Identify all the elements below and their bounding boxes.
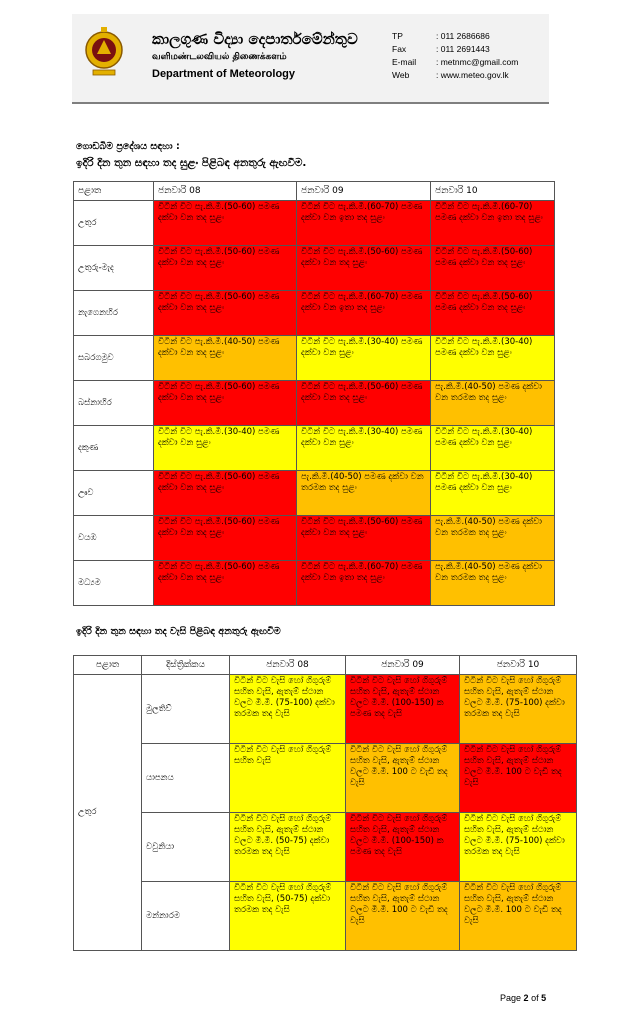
forecast-cell: විටින් විට පැ.කි.මී.(50-60) පමණ දක්වා වන තද සුළං bbox=[154, 246, 297, 291]
forecast-cell: විටින් විට පැ.කි.මී.(30-40) පමණ දක්වා වන සුළං bbox=[297, 336, 431, 381]
letterhead bbox=[72, 14, 549, 104]
forecast-cell: විටින් විට වැසි හෝ ගිගුරුම් සහිත වැසි, ඇතැම් ස්ථාන වලට මි.මී. 100 ට වැඩි තද වැසි bbox=[346, 744, 460, 813]
forecast-cell: විටින් විට පැ.කි.මී.(50-60) පමණ දක්වා වන තද සුළං bbox=[154, 516, 297, 561]
forecast-cell: විටින් විට පැ.කි.මී.(40-50) පමණ දක්වා වන තද සුළං bbox=[154, 336, 297, 381]
forecast-cell: විටින් විට වැසි හෝ ගිගුරුම් සහිත වැසි, ඇතැම් ස්ථාන වලට මි.මී. 100 ට වැඩි තද වැසි bbox=[460, 882, 577, 951]
district-cell: යාපනය bbox=[142, 744, 230, 813]
forecast-cell: විටින් විට වැසි හෝ ගිගුරුම් සහිත වැසි, ඇතැම් ස්ථාන වලට මි.මී. (75-100) දක්වා තරමක තද වැසි bbox=[460, 813, 577, 882]
contact-row bbox=[392, 30, 518, 43]
column-header: ජනවාරි 09 bbox=[346, 656, 460, 675]
section2-title: ඉදිරි දින තුන සඳහා තද වැසි පිළිබඳ අනතුරු ඇඟවීම bbox=[76, 626, 281, 637]
forecast-cell: විටින් විට පැ.කි.මී.(60-70) පමණ දක්වා වන ඉතා තද සුළං bbox=[297, 561, 431, 606]
contact-row bbox=[392, 56, 518, 69]
page-number bbox=[500, 993, 546, 1003]
department-name-tamil: வளிமண்டலவியல் திணைக்களம் bbox=[152, 52, 287, 62]
forecast-cell: විටින් විට පැ.කි.මී.(30-40) පමණ දක්වා වන සුළං bbox=[154, 426, 297, 471]
forecast-cell: විටින් විට පැ.කි.මී.(50-60) පමණ දක්වා වන තද සුළං bbox=[154, 561, 297, 606]
province-cell: දකුණ bbox=[74, 426, 154, 471]
forecast-cell: පැ.කි.මී.(40-50) පමණ දක්වා වන තරමක තද සුළං bbox=[431, 516, 555, 561]
forecast-cell: විටින් විට පැ.කි.මී.(30-40) පමණ දක්වා වන සුළං bbox=[431, 336, 555, 381]
department-name-english: Department of Meteorology bbox=[152, 68, 296, 80]
forecast-cell: විටින් විට වැසි හෝ ගිගුරුම් සහිත වැසි, ඇතැම් ස්ථාන වලට මි.මී. (100-150) ක පමණ තද වැසි bbox=[346, 675, 460, 744]
forecast-cell: විටින් විට පැ.කි.මී.(50-60) පමණ දක්වා වන තද සුළං bbox=[154, 381, 297, 426]
province-cell: වයඹ bbox=[74, 516, 154, 561]
contact-row bbox=[392, 69, 518, 82]
province-cell: මධ්‍යම bbox=[74, 561, 154, 606]
contact-row bbox=[392, 43, 518, 56]
table-row bbox=[74, 561, 555, 606]
province-cell: සබරගමුව bbox=[74, 336, 154, 381]
section1-subtitle: ගොඩබිම ප්‍රදේශය සඳහා : bbox=[76, 141, 180, 152]
table-row bbox=[74, 744, 577, 813]
contact-value[interactable]: : www.meteo.gov.lk bbox=[436, 70, 509, 80]
table-header-row bbox=[74, 182, 555, 201]
contact-label: E-mail bbox=[392, 57, 417, 67]
forecast-cell: විටින් විට පැ.කි.මී.(30-40) පමණ දක්වා වන සුළං bbox=[431, 471, 555, 516]
forecast-cell: පැ.කි.මී.(40-50) පමණ දක්වා වන තරමක තද සුළං bbox=[297, 471, 431, 516]
forecast-cell: විටින් විට පැ.කි.මී.(50-60) පමණ දක්වා වන තද සුළං bbox=[297, 246, 431, 291]
province-cell: බස්නාහිර bbox=[74, 381, 154, 426]
table-row bbox=[74, 336, 555, 381]
column-header: දිස්ත්‍රික්කය bbox=[142, 656, 230, 675]
contact-value[interactable]: : metnmc@gmail.com bbox=[436, 57, 519, 67]
column-header: ජනවාරි 09 bbox=[297, 182, 431, 201]
province-cell: උතුර bbox=[74, 675, 142, 951]
district-cell: මුලතිව් bbox=[142, 675, 230, 744]
sri-lanka-emblem-icon bbox=[84, 26, 124, 84]
forecast-cell: විටින් විට පැ.කි.මී.(50-60) පමණ දක්වා වන තද සුළං bbox=[297, 516, 431, 561]
contact-label: Fax bbox=[392, 44, 407, 54]
table-row bbox=[74, 516, 555, 561]
forecast-cell: විටින් විට වැසි හෝ ගිගුරුම් සහිත වැසි, ඇතැම් ස්ථාන වලට මි.මී. 100 ට වැඩි තද වැසි bbox=[460, 744, 577, 813]
forecast-cell: විටින් විට පැ.කි.මී.(50-60) පමණ දක්වා වන තද සුළං bbox=[154, 291, 297, 336]
department-name-sinhala: කාලගුණ විද්‍යා දෙපාර්තමේන්තුව bbox=[152, 30, 358, 48]
column-header: ජනවාරි 08 bbox=[230, 656, 346, 675]
column-header: ජනවාරි 10 bbox=[431, 182, 555, 201]
column-header: පළාත bbox=[74, 656, 142, 675]
forecast-cell: විටින් විට පැ.කි.මී.(30-40) පමණ දක්වා වන සුළං bbox=[297, 426, 431, 471]
district-cell: මන්නාරම bbox=[142, 882, 230, 951]
forecast-cell: විටින් විට වැසි හෝ ගිගුරුම් සහිත වැසි bbox=[230, 744, 346, 813]
contact-label: Web bbox=[392, 70, 410, 80]
table-row bbox=[74, 246, 555, 291]
contact-block bbox=[392, 30, 518, 82]
table-row bbox=[74, 813, 577, 882]
province-cell: උතුර bbox=[74, 201, 154, 246]
forecast-cell: විටින් විට පැ.කි.මී.(60-70) පමණ දක්වා වන ඉතා තද සුළං bbox=[297, 291, 431, 336]
forecast-cell: විටින් විට පැ.කි.මී.(50-60) පමණ දක්වා වන තද සුළං bbox=[431, 291, 555, 336]
forecast-cell: විටින් විට වැසි හෝ ගිගුරුම් සහිත වැසි, ඇතැම් ස්ථාන වලට මි.මී. (75-100) දක්වා තරමක තද වැසි bbox=[460, 675, 577, 744]
forecast-cell: විටින් විට වැසි හෝ ගිගුරුම් සහිත වැසි, ඇතැම් ස්ථාන වලට මි.මී. (75-100) දක්වා තරමක තද වැසි bbox=[230, 675, 346, 744]
table-row bbox=[74, 381, 555, 426]
forecast-cell: විටින් විට පැ.කි.මී.(50-60) පමණ දක්වා වන තද සුළං bbox=[431, 246, 555, 291]
forecast-cell: විටින් විට වැසි හෝ ගිගුරුම් සහිත වැසි, ඇතැම් ස්ථාන වලට මි.මී. (100-150) ක පමණ තද වැසි bbox=[346, 813, 460, 882]
column-header: පළාත bbox=[74, 182, 154, 201]
forecast-cell: විටින් විට වැසි හෝ ගිගුරුම් සහිත වැසි, ඇතැම් ස්ථාන වලට මි.මී. 100 ට වැඩි තද වැසි bbox=[346, 882, 460, 951]
province-cell: නැගෙනහිර bbox=[74, 291, 154, 336]
province-cell: ඌව bbox=[74, 471, 154, 516]
wind-warning-table bbox=[73, 181, 555, 606]
section1-title: ඉදිරි දින තුන සඳහා තද සුළං පිළිබඳ අනතුරු ඇඟවීම. bbox=[76, 157, 307, 169]
total-pages: 5 bbox=[541, 993, 547, 1003]
forecast-cell: විටින් විට පැ.කි.මී.(50-60) පමණ දක්වා වන තද සුළං bbox=[297, 381, 431, 426]
forecast-cell: විටින් විට වැසි හෝ ගිගුරුම් සහිත වැසි, ඇතැම් ස්ථාන වලට මි.මී. (50-75) දක්වා තරමක තද වැසි bbox=[230, 813, 346, 882]
forecast-cell: විටින් විට පැ.කි.මී.(60-70) පමණ දක්වා වන ඉතා තද සුළං bbox=[431, 201, 555, 246]
contact-value: : 011 2686686 bbox=[436, 31, 490, 41]
rain-warning-table bbox=[73, 655, 577, 951]
table-row bbox=[74, 426, 555, 471]
forecast-cell: විටින් විට වැසි හෝ ගිගුරුම් සහිත වැසි, (50-75) දක්වා තරමක තද වැසි bbox=[230, 882, 346, 951]
table-row bbox=[74, 882, 577, 951]
province-cell: උතුරු-මැද bbox=[74, 246, 154, 291]
table-row bbox=[74, 201, 555, 246]
current-page: 2 bbox=[523, 993, 529, 1003]
table-header-row bbox=[74, 656, 577, 675]
forecast-cell: පැ.කි.මී.(40-50) පමණ දක්වා වන තරමක තද සුළං bbox=[431, 561, 555, 606]
district-cell: වවුනියා bbox=[142, 813, 230, 882]
table-row bbox=[74, 471, 555, 516]
forecast-cell: විටින් විට පැ.කි.මී.(50-60) පමණ දක්වා වන තද සුළං bbox=[154, 201, 297, 246]
page-word: Page bbox=[500, 993, 522, 1003]
table-row bbox=[74, 675, 577, 744]
table-row bbox=[74, 291, 555, 336]
forecast-cell: පැ.කි.මී.(40-50) පමණ දක්වා වන තරමක තද සුළං bbox=[431, 381, 555, 426]
forecast-cell: විටින් විට පැ.කි.මී.(50-60) පමණ දක්වා වන තද සුළං bbox=[154, 471, 297, 516]
contact-value: : 011 2691443 bbox=[436, 44, 490, 54]
forecast-cell: විටින් විට පැ.කි.මී.(60-70) පමණ දක්වා වන ඉතා තද සුළං bbox=[297, 201, 431, 246]
contact-label: TP bbox=[392, 31, 403, 41]
column-header: ජනවාරි 08 bbox=[154, 182, 297, 201]
column-header: ජනවාරි 10 bbox=[460, 656, 577, 675]
forecast-cell: විටින් විට පැ.කි.මී.(30-40) පමණ දක්වා වන සුළං bbox=[431, 426, 555, 471]
of-word: of bbox=[531, 993, 539, 1003]
